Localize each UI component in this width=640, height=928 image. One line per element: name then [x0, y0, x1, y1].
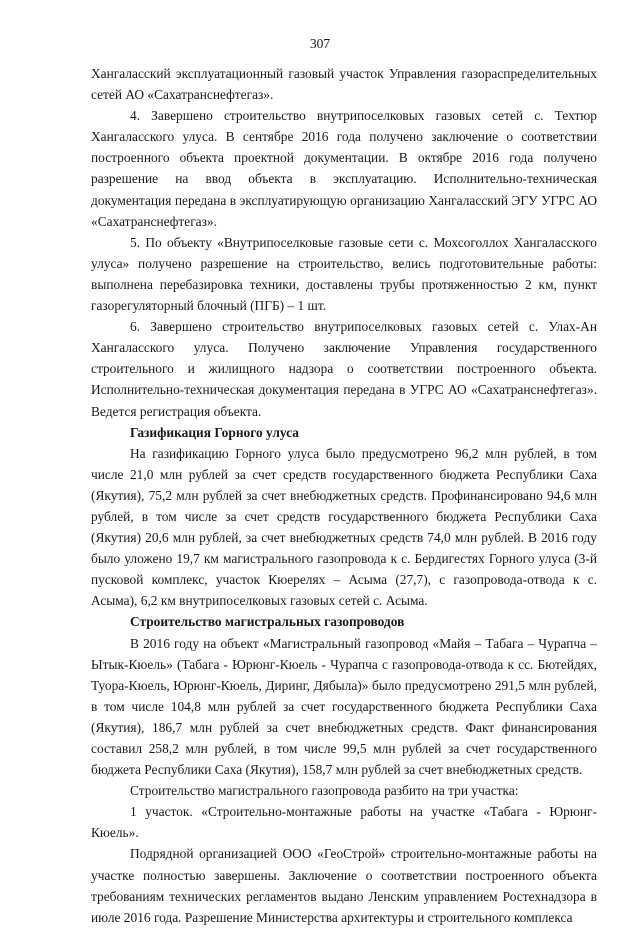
paragraph-gorny-financing: На газификацию Горного улуса было предусмотрено 96,2 млн рублей, в том числе 21,0 млн рублей за счет средств государственного бюджета Республики Саха (Якутия), 75,2 млн рублей за счет внебюджетных средств. Профинансировано 94,6 млн рублей, в том числе за счет средств государственного бюджета Республики Саха (Якутия) 20,6 млн рублей, за счет внебюджетных средств 74,0 млн рублей. В 2016 году было уложено 19,7 км магистрального газопровода к с. Бердигестях Горного улуса (3-й пусковой комплекс, участок Кюерелях – Асыма (27,7), с газопровода-отвода к с. Асыма), 6,2 км внутрипоселковых газовых сетей с. Асыма.: [91, 445, 597, 609]
section-heading-gorny: Газификация Горного улуса: [130, 424, 299, 440]
paragraph-gas-section: Хангаласский эксплуатационный газовый участок Управления газораспределительных сетей АО «Сахатранснефтегаз».: [91, 66, 597, 103]
paragraph-contractor: Подрядной организацией ООО «ГеоСтрой» строительно-монтажные работы на участке полностью завершены. Заключение о соответствии построенного объекта требованиям технических регламентов выдано Ленским управлением Ростехнадзора в июле 2016 года. Разрешение Министерства архитектуры и строительного комплекса: [91, 846, 597, 925]
paragraph-pipeline-financing: В 2016 году на объект «Магистральный газопровод «Майя – Табага – Чурапча – Ытык-Кюель» (Табага - Юрюнг-Кюель - Чурапча с газопровода-отвода к сс. Бютейдях, Туора-Кюель, Юрюнг-Кюель, Диринг, Дябыла)» было предусмотрено 291,5 млн рублей, в том числе 104,8 млн рублей за счет государственного бюджета Республики Саха (Якутия), 186,7 млн рублей за счет внебюджетных средств. Факт финансирования составил 258,2 млн рублей, в том числе 99,5 млн рублей за счет государственного бюджета Республики Саха (Якутия), 158,7 млн рублей за счет внебюджетных средств.: [91, 635, 597, 778]
document-body: [91, 63, 597, 928]
paragraph-item-5: 5. По объекту «Внутрипоселковые газовые сети с. Мохсоголлох Хангаласского улуса» получено разрешение на строительство, велись подготовительные работы: выполнена перебазировка техники, доставлены трубы протяженностью 2 км, пункт газорегуляторный блочный (ПГБ) – 1 шт.: [91, 234, 597, 314]
paragraph-item-6: 6. Завершено строительство внутрипоселковых газовых сетей с. Улах-Ан Хангаласского улуса. Получено заключение Управления государственного строительного и жилищного надзора о соответствии построенного объекта. Исполнительно-техническая документация передана в УГРС АО «Сахатранснефтегаз». Ведется регистрация объекта.: [91, 319, 597, 419]
paragraph-three-sections: Строительство магистрального газопровода разбито на три участка:: [130, 783, 519, 799]
section-heading-pipelines: Строительство магистральных газопроводов: [130, 614, 405, 630]
page-number: 307: [309, 36, 331, 51]
paragraph-section-1: 1 участок. «Строительно-монтажные работы на участке «Табага - Юрюнг-Кюель».: [91, 804, 597, 841]
paragraph-item-4: 4. Завершено строительство внутрипоселковых газовых сетей с. Техтюр Хангаласского улуса. В сентябре 2016 года получено заключение о соответствии построенного объекта проектной документации. В октябре 2016 года получено разрешение на ввод объекта в эксплуатацию. Исполнительно-техническая документация передана в эксплуатирующую организацию Хангаласский ЭГУ УГРС АО «Сахатранснефтегаз».: [91, 108, 597, 229]
